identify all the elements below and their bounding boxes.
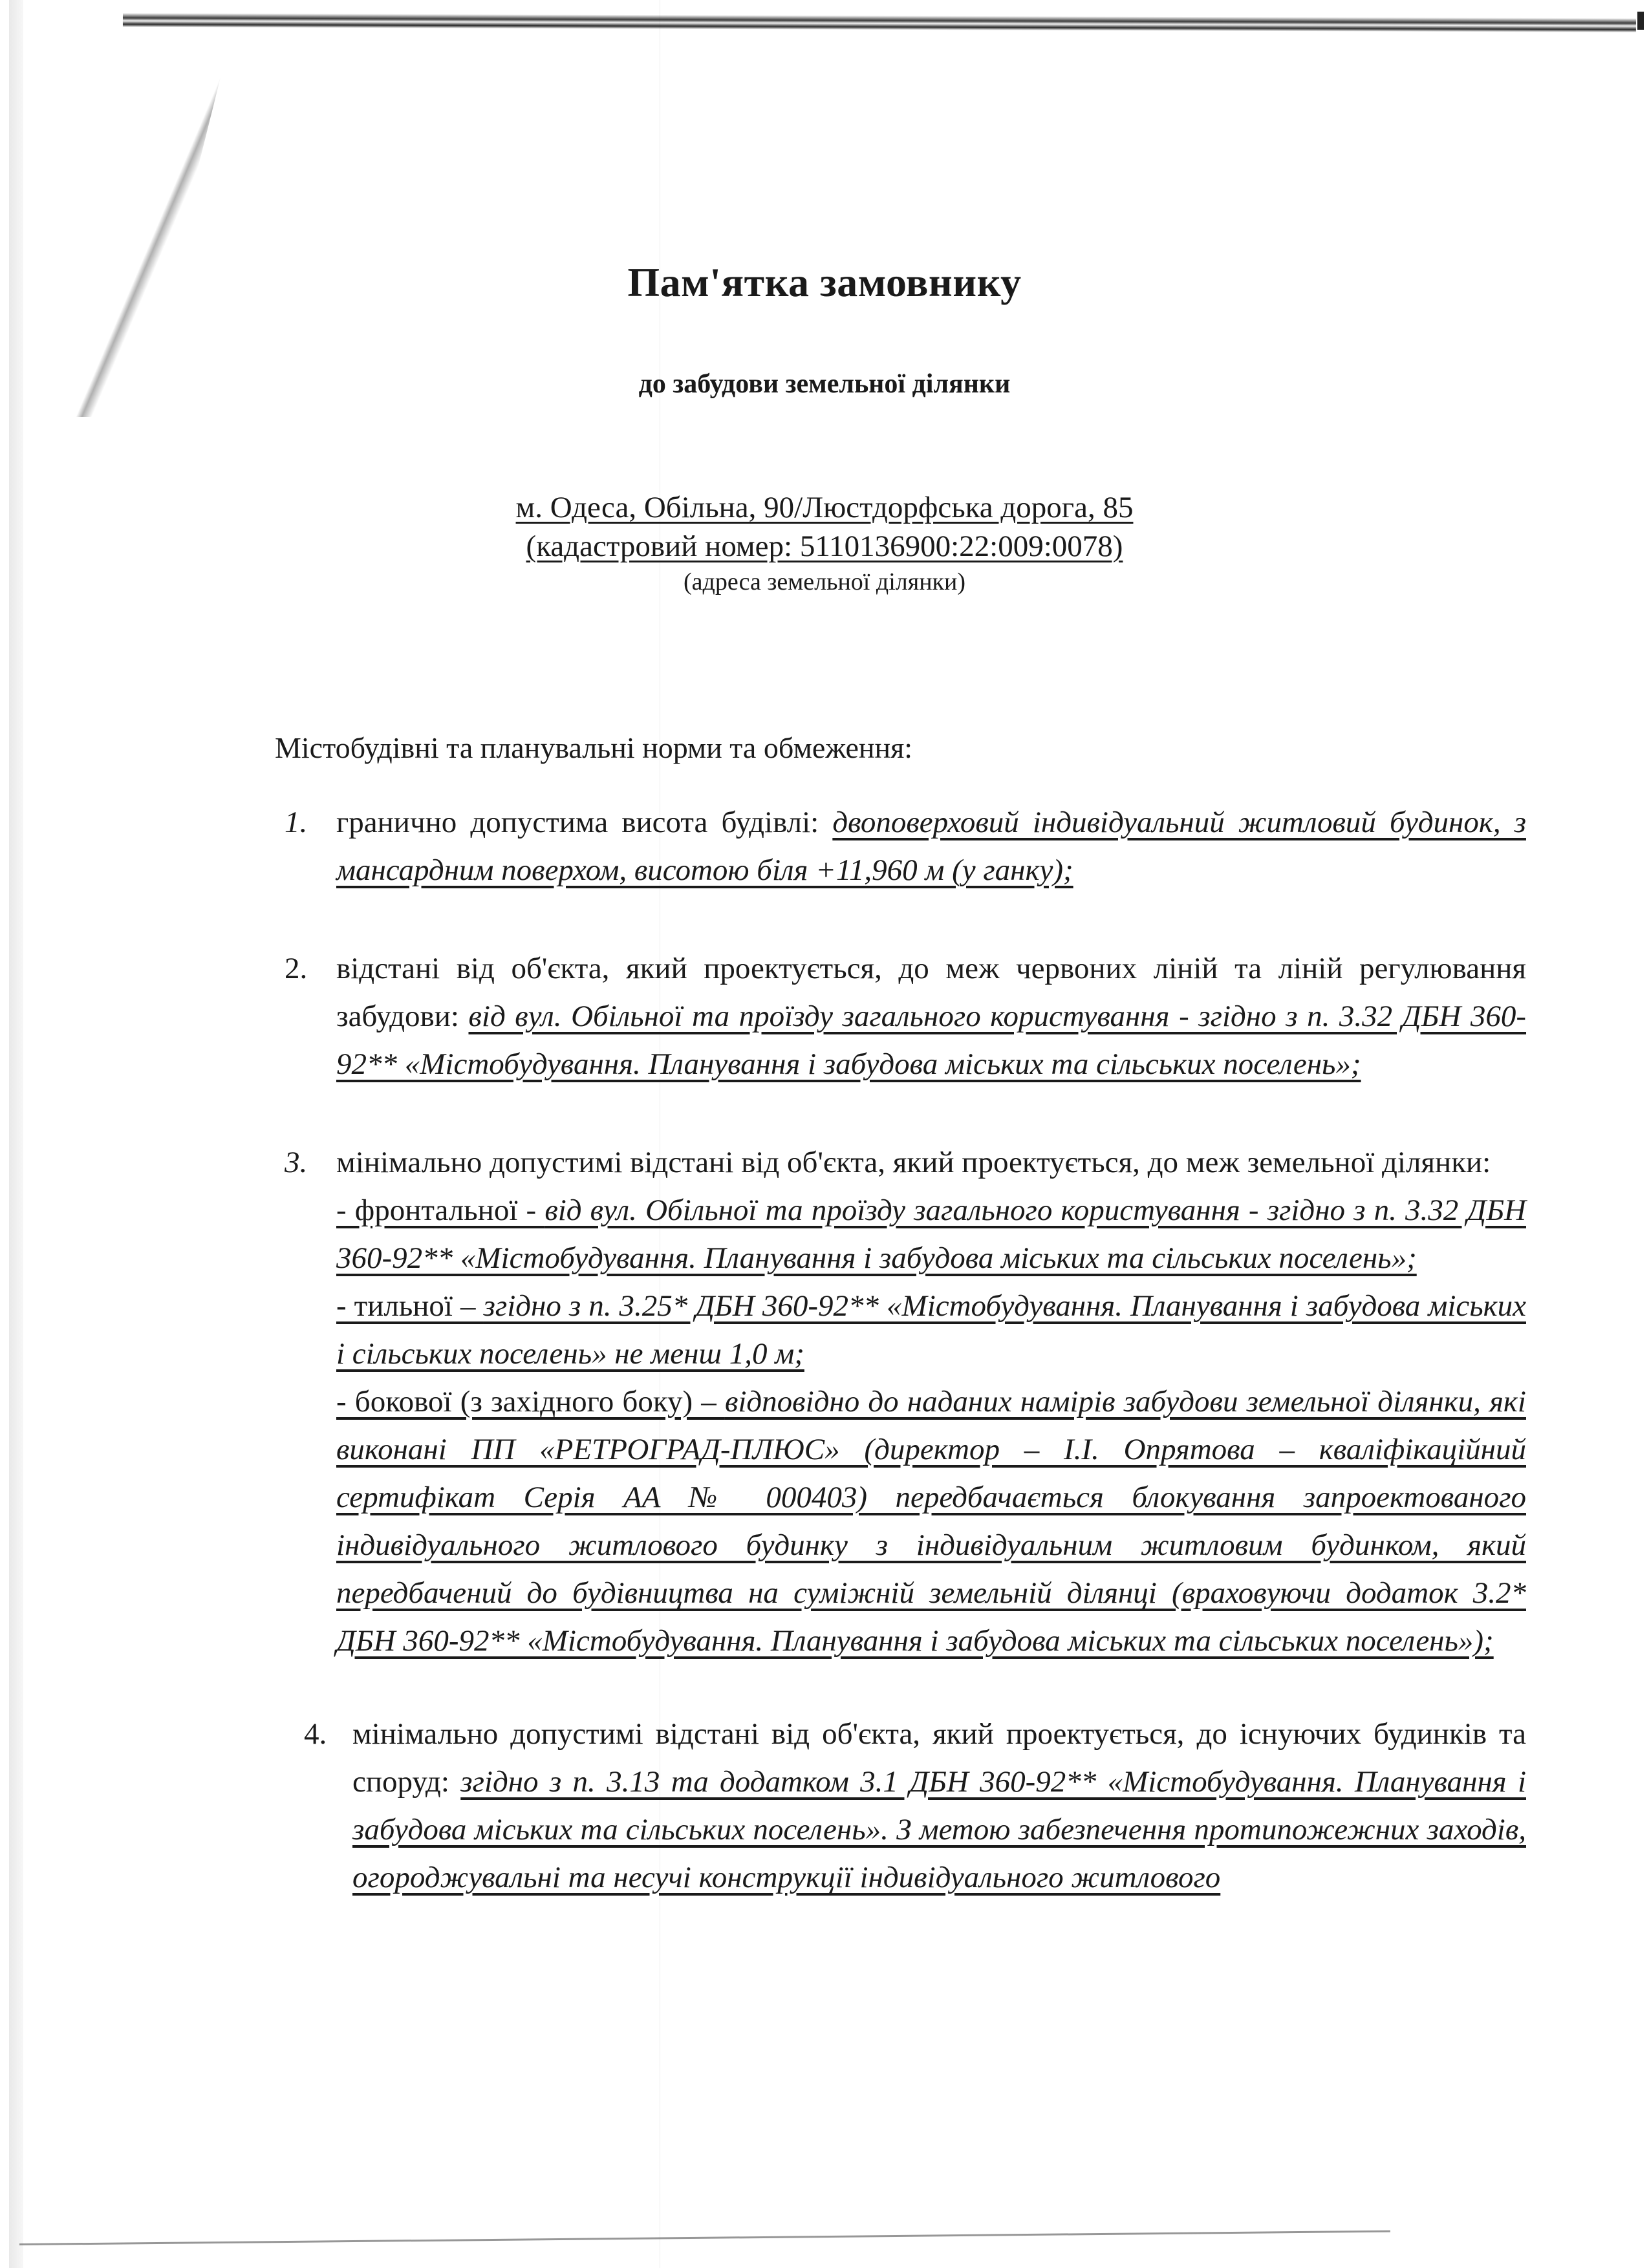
subitem-detail: від вул. Обільної та проїзду загального користування - згідно з п. 3.32 ДБН 360-92** «Містобудування. Планування і забудова міських та сільських поселень»; [336,1193,1526,1275]
scan-bottom-edge [19,2231,1390,2245]
item-number: 1. [285,806,308,839]
subitem-detail: відповідно до наданих намірів забудови земельної ділянки, які виконані ПП «РЕТРОГРАД-ПЛЮС» (директор – І.І. Опрятова – кваліфікаційний сертифікат Серія АА № 000403) передбачається блокування запроектованого індивідуального житлового будинку з індивідуальним житловим будинком, який передбачений до будівництва на суміжній земельній ділянці (враховуючи додаток 3.2* ДБН 360-92** «Містобудування. Планування і забудова міських та сільських поселень»); [336,1385,1526,1658]
item-text: мінімально допустимі відстані від об'єкта, який проектується, до існуючих будинків та споруд: [352,1717,1526,1799]
subitem-side [336,1378,1526,1665]
address-caption: (адреса земельної ділянки) [684,568,965,595]
scan-page-edge [123,13,1636,32]
item-detail: від вул. Обільної та проїзду загального користування - згідно з п. 3.32 ДБН 360-92** «Містобудування. Планування і забудова міських та сільських поселень»; [336,1000,1527,1081]
subitem-detail: згідно з п. 3.25* ДБН 360-92** «Містобудування. Планування і забудова міських і сільських поселень» не менш 1,0 м; [336,1289,1526,1371]
subitem-label: - фронтальної - [336,1193,545,1227]
item-text: мінімально допустимі відстані від об'єкта, який проектується, до меж земельної ділянки: [336,1146,1491,1179]
section-heading: Містобудівні та планувальні норми та обмеження: [275,731,913,764]
scan-page-fold [6,16,236,417]
list-item [285,945,1526,1088]
item-text: гранично допустима висота будівлі: [336,806,833,839]
norms-list [285,798,1526,1952]
document-subtitle: до забудови земельної ділянки [638,369,1011,399]
address-block [0,488,1649,598]
list-item [304,1710,1526,1901]
subitem-label: - тильної – [336,1289,484,1323]
item-detail: двоповерховий індивідуальний житловий будинок, з мансардним поверхом, висотою біля +11,960 м (у ганку); [336,806,1526,887]
subitem-frontal [336,1186,1526,1282]
list-item [285,798,1526,894]
subitem-rear [336,1282,1526,1378]
document-title: Пам'ятка замовнику [627,259,1022,305]
cadastral-number: (кадастровий номер: 5110136900:22:009:0078) [526,530,1123,563]
address-line: м. Одеса, Обільна, 90/Люстдорфська дорога, 85 [515,491,1134,524]
item-detail: згідно з п. 3.13 та додатком 3.1 ДБН 360-92** «Містобудування. Планування і забудова міських та сільських поселень». З метою забезпечення протипожежних заходів, огороджувальні та несучі конструкції індивідуального житлового [352,1765,1526,1894]
scan-corner-mark [1637,12,1644,30]
item-text: відстані від об'єкта, який проектується, до меж червоних ліній та ліній регулювання забудови: [336,952,1526,1033]
subitem-label: - бокової (з західного боку) – [336,1385,725,1418]
item-number: 2. [285,952,308,985]
scan-margin-shadow [9,0,23,2268]
item-number: 4. [304,1717,327,1751]
list-item [285,1139,1526,1665]
item-number: 3. [285,1146,308,1179]
